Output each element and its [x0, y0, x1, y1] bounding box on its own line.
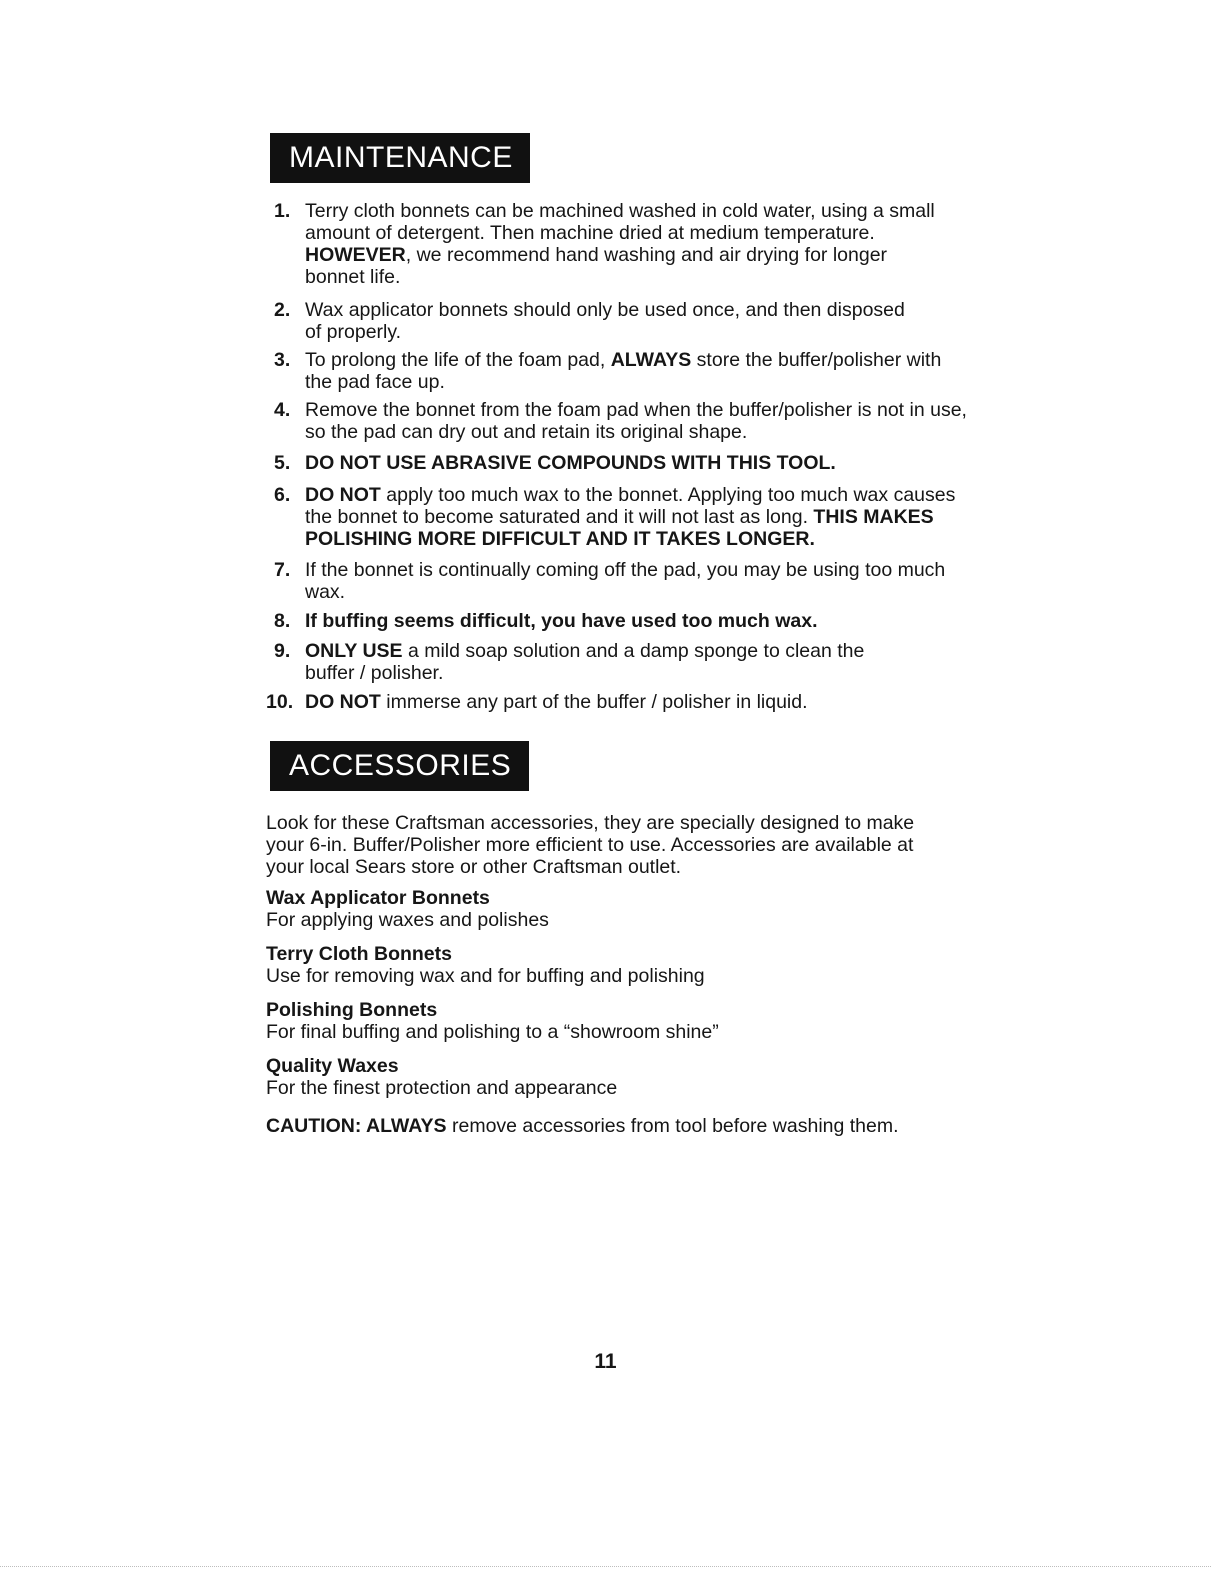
item-text-span: a mild soap solution and a damp sponge to clean the: [402, 640, 865, 662]
item-line: If buffing seems difficult, you have used too much wax.: [305, 610, 818, 632]
item-line: of properly.: [305, 321, 402, 343]
item-text-span: apply too much wax to the bonnet. Applying too much wax causes: [380, 484, 956, 506]
accessory-description: For the finest protection and appearance: [266, 1077, 618, 1099]
item-line: [305, 506, 1045, 528]
accessories-intro: [266, 812, 1026, 878]
caution-label: CAUTION: ALWAYS: [266, 1115, 447, 1137]
bold-text: THIS MAKES: [813, 506, 934, 528]
item-line: buffer / polisher.: [305, 662, 444, 684]
caution-text: remove accessories from tool before washing them.: [446, 1115, 899, 1137]
item-text-span: store the buffer/polisher with: [691, 349, 942, 371]
accessory-description: For applying waxes and polishes: [266, 909, 549, 931]
accessory-description: For final buffing and polishing to a “showroom shine”: [266, 1021, 719, 1043]
item-text: [305, 349, 1045, 393]
accessory-wax-applicator-bonnets: [266, 887, 1026, 931]
item-line: so the pad can dry out and retain its original shape.: [305, 421, 748, 443]
accessory-name: Terry Cloth Bonnets: [266, 943, 452, 965]
item-line: If the bonnet is continually coming off the pad, you may be using too much: [305, 559, 946, 581]
item-text: [305, 610, 1045, 632]
item-text: [305, 559, 1045, 603]
caution-note: [266, 1115, 1026, 1137]
item-line: POLISHING MORE DIFFICULT AND IT TAKES LONGER.: [305, 528, 815, 550]
bold-text: ALWAYS: [610, 349, 692, 371]
accessory-quality-waxes: [266, 1055, 1026, 1099]
item-number: 1.: [274, 200, 291, 222]
item-text: [305, 484, 1045, 550]
item-text: [305, 691, 1045, 713]
item-line: [305, 349, 1045, 371]
accessories-heading: ACCESSORIES: [270, 741, 529, 791]
item-line: [305, 244, 1045, 266]
item-text: [305, 399, 1045, 443]
accessory-description: Use for removing wax and for buffing and polishing: [266, 965, 705, 987]
item-number: 6.: [274, 484, 291, 506]
scan-edge-line: [0, 1566, 1211, 1567]
accessory-terry-cloth-bonnets: [266, 943, 1026, 987]
bold-text: ONLY USE: [305, 640, 403, 662]
item-text: [305, 299, 1045, 343]
page-number: 11: [594, 1350, 617, 1373]
item-line: [305, 484, 1045, 506]
item-line: [305, 640, 1045, 662]
intro-line: your local Sears store or other Craftsman outlet.: [266, 856, 682, 878]
item-number: 7.: [274, 559, 291, 581]
accessory-name: Quality Waxes: [266, 1055, 399, 1077]
item-number: 5.: [274, 452, 291, 474]
accessory-name: Wax Applicator Bonnets: [266, 887, 490, 909]
item-number: 10.: [266, 691, 294, 713]
item-line: Wax applicator bonnets should only be used once, and then disposed: [305, 299, 905, 321]
item-text: [305, 452, 1045, 474]
accessory-name: Polishing Bonnets: [266, 999, 438, 1021]
item-text-span: immerse any part of the buffer / polisher in liquid.: [380, 691, 808, 713]
item-line: Terry cloth bonnets can be machined washed in cold water, using a small: [305, 200, 935, 222]
accessory-polishing-bonnets: [266, 999, 1026, 1043]
item-line: bonnet life.: [305, 266, 401, 288]
item-line: [305, 691, 1045, 713]
item-number: 8.: [274, 610, 291, 632]
maintenance-heading: MAINTENANCE: [270, 133, 530, 183]
item-number: 3.: [274, 349, 291, 371]
item-number: 4.: [274, 399, 291, 421]
intro-line: your 6-in. Buffer/Polisher more efficient to use. Accessories are available at: [266, 834, 914, 856]
item-line: amount of detergent. Then machine dried at medium temperature.: [305, 222, 875, 244]
bold-text: DO NOT: [305, 484, 381, 506]
item-text-span: , we recommend hand washing and air drying for longer: [405, 244, 888, 266]
item-line: DO NOT USE ABRASIVE COMPOUNDS WITH THIS TOOL.: [305, 452, 836, 474]
item-text: [305, 200, 1045, 288]
item-number: 9.: [274, 640, 291, 662]
item-number: 2.: [274, 299, 291, 321]
bold-text: HOWEVER: [305, 244, 406, 266]
intro-line: Look for these Craftsman accessories, they are specially designed to make: [266, 812, 915, 834]
item-line: wax.: [305, 581, 346, 603]
bold-text: DO NOT: [305, 691, 381, 713]
item-text: [305, 640, 1045, 684]
item-text-span: the bonnet to become saturated and it will not last as long.: [305, 506, 814, 528]
item-line: Remove the bonnet from the foam pad when the buffer/polisher is not in use,: [305, 399, 967, 421]
item-line: the pad face up.: [305, 371, 445, 393]
item-text-span: To prolong the life of the foam pad,: [305, 349, 611, 371]
